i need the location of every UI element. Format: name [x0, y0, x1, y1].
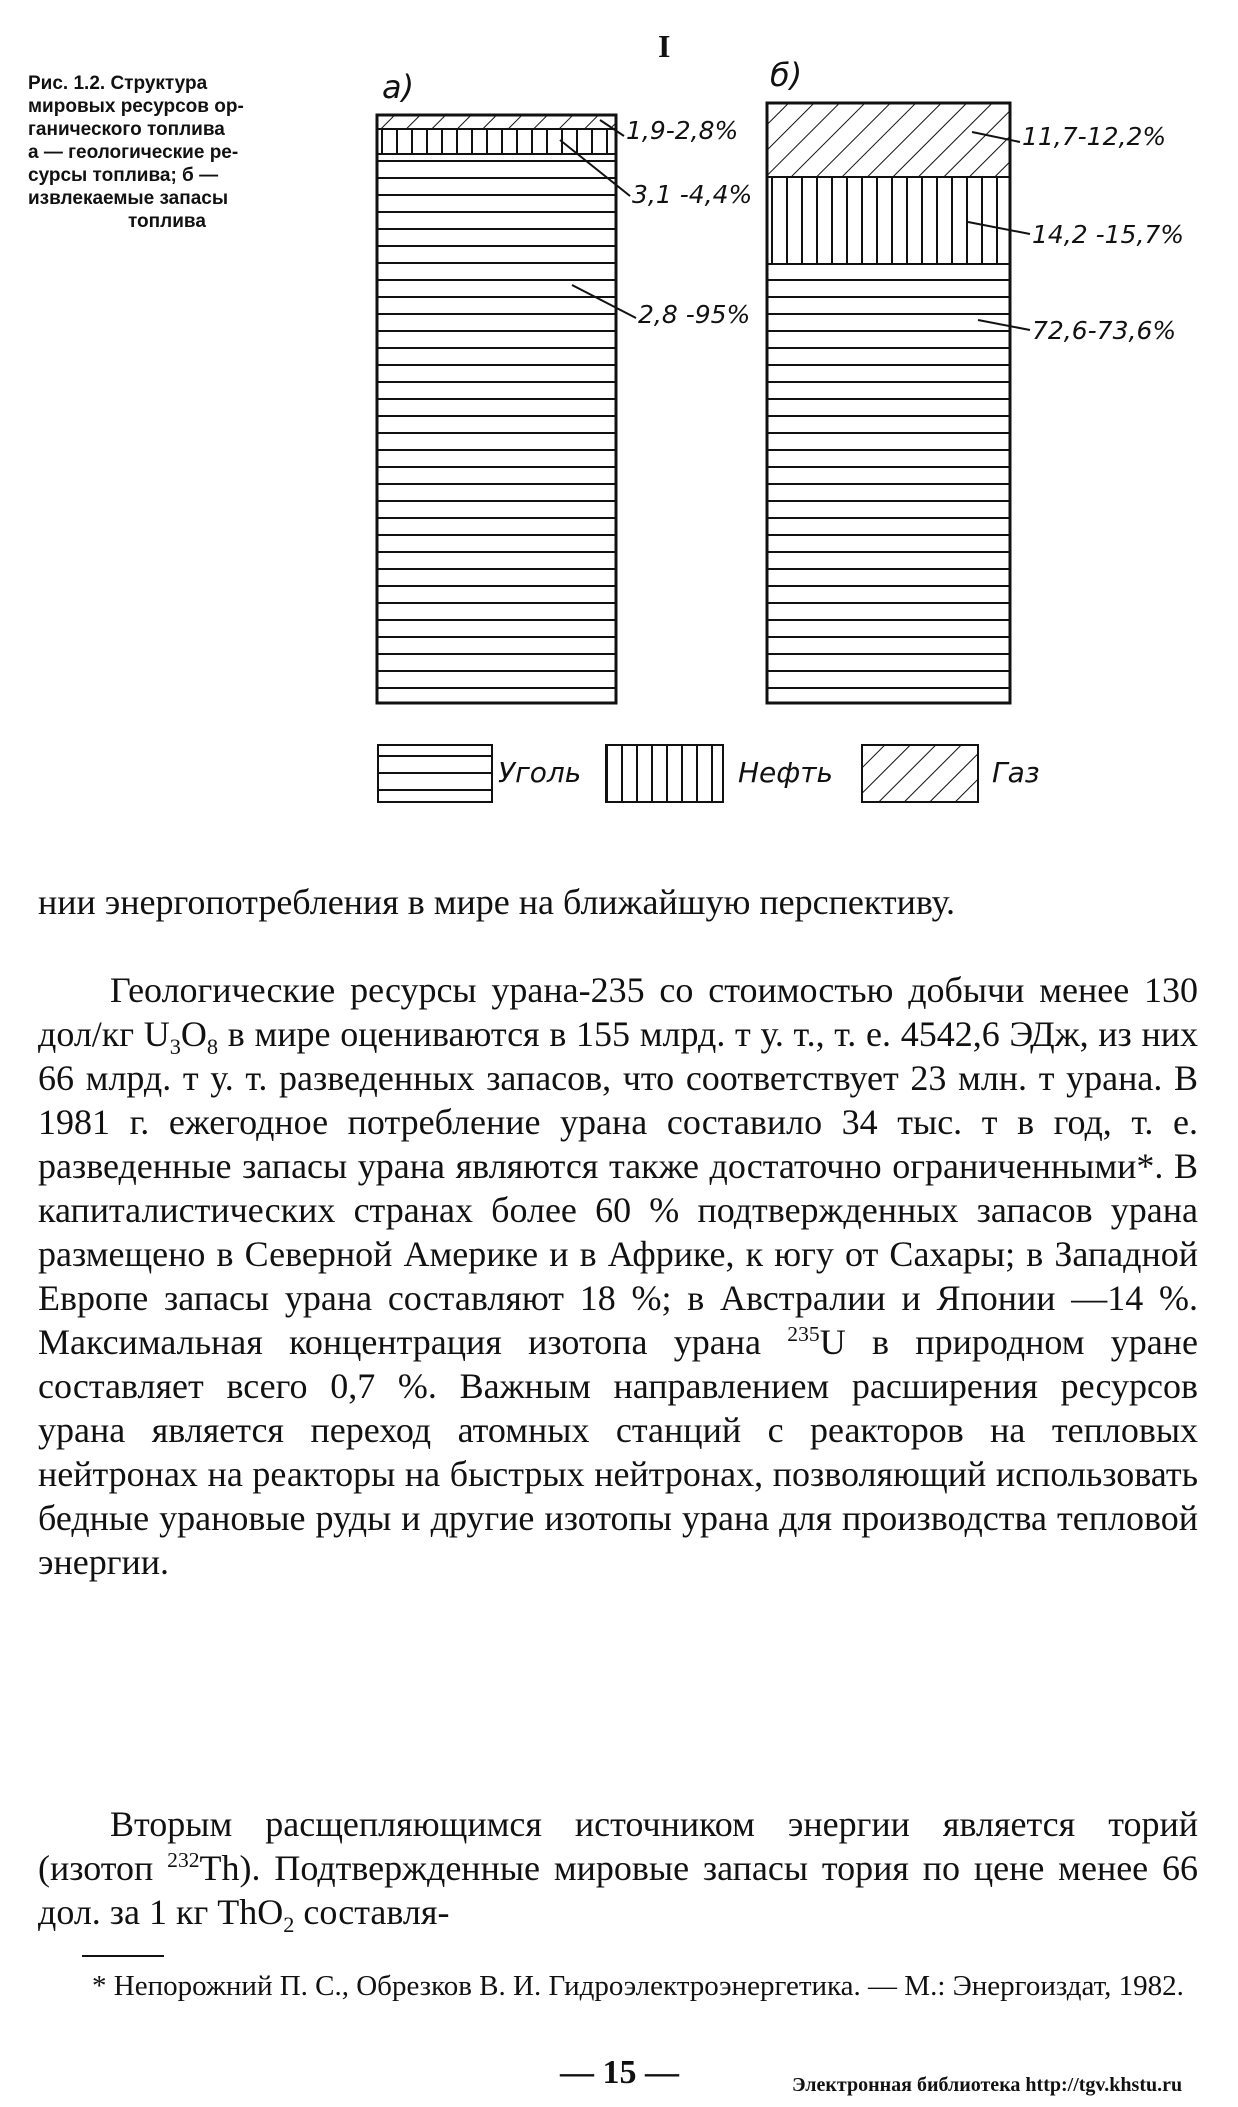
- legend-gas-swatch: [862, 745, 978, 802]
- subscript: 3: [169, 1034, 181, 1060]
- caption-line: ганического топлива: [28, 119, 225, 140]
- paragraph-text: Вторым расщепляющимся источником энергии является торий (изотоп: [38, 1804, 1198, 1888]
- paragraph-text: U в природном уране составляет всего 0,7 %. Важным направлением расширения ресурсов урана является переход атомных станций с реакторов на тепловых нейтронах на реакторы на быстрых нейтронах, позволяющий использовать бедные урановые руды и другие изотопы урана для производства тепловой энергии.: [38, 1322, 1199, 1582]
- subscript: 2: [283, 1912, 295, 1938]
- paragraph-text: составля-: [294, 1892, 450, 1932]
- bar-b-label: б): [770, 56, 803, 94]
- caption-line: сурсы топлива; б —: [28, 165, 219, 186]
- paragraph-text: в мире оцениваются в 155 млрд. т у. т., т. е. 4542,6 ЭДж, из них 66 млрд. т у. т. разведенных запасов, что соответствует 23 млн. т урана. В 1981 г. ежегодное потребление урана составило 34 тыс. т в год, т. е. разведенные запасы урана являются также достаточно ограниченными*. В капиталистических странах более 60 % подтвержденных запасов урана размещено в Северной Америке и в Африке, к югу от Сахары; в Западной Европе запасы урана составляют 18 %; в Австралии и Японии —14 %. Максимальная концентрация изотопа урана: [38, 1014, 1198, 1362]
- caption-line: а — геологические ре-: [28, 142, 239, 163]
- paragraph-continuation: нии энергопотребления в мире на ближайшую перспективу.: [38, 882, 956, 922]
- page-number: — 15 —: [560, 2054, 679, 2091]
- superscript: 232: [167, 1848, 200, 1872]
- bar-a-oil-segment: [377, 129, 616, 154]
- legend-oil-swatch: [606, 745, 723, 802]
- bar-b-oil-label: 14,2 -15,7%: [1032, 220, 1185, 249]
- bar-b-gas-segment: [767, 103, 1010, 177]
- bar-a-label: а): [382, 68, 415, 106]
- figure-caption: [28, 72, 348, 233]
- footnote: * Непорожний П. С., Обрезков В. И. Гидроэлектроэнергетика. — М.: Энергоиздат, 1982.: [92, 1970, 1184, 2002]
- legend-coal-label: Уголь: [498, 756, 582, 789]
- paragraph-thorium: [38, 1802, 1198, 1938]
- library-credit: Электронная библиотека http://tgv.khstu.ru: [792, 2074, 1183, 2096]
- legend-oil-label: Нефть: [738, 756, 834, 789]
- paragraph-text: Th). Подтвержденные мировые запасы тория по цене менее 66 дол. за 1 кг ThO: [38, 1848, 1198, 1932]
- legend-gas-label: Газ: [992, 756, 1040, 789]
- bar-a-oil-label: 3,1 -4,4%: [632, 180, 753, 209]
- bar-b-oil-segment: [767, 177, 1010, 264]
- caption-line: Рис. 1.2. Структура: [28, 73, 208, 94]
- caption-line: мировых ресурсов ор-: [28, 96, 244, 117]
- superscript: 235: [787, 1322, 820, 1346]
- bar-a: [377, 115, 616, 703]
- footnote-divider: [82, 1955, 164, 1957]
- paragraph-text: Геологические ресурсы урана-235 со стоимостью добычи менее 130 дол/кг U: [38, 970, 1198, 1054]
- bar-a-gas-segment: [377, 115, 616, 129]
- bar-b-gas-label: 11,7-12,2%: [1022, 122, 1167, 151]
- bar-a-gas-label: 1,9-2,8%: [626, 116, 739, 145]
- caption-line: топлива: [128, 211, 206, 232]
- paragraph-text: O: [180, 1014, 207, 1054]
- legend-coal-swatch: [378, 745, 492, 802]
- caption-line: извлекаемые запасы: [28, 188, 229, 209]
- bar-a-coal-label: 2,8 -95%: [638, 300, 751, 329]
- bar-a-coal-segment: [377, 154, 616, 703]
- subscript: 8: [206, 1034, 219, 1060]
- bar-b: [767, 103, 1010, 703]
- bar-b-coal-label: 72,6-73,6%: [1032, 316, 1177, 345]
- paragraph-uranium: [38, 968, 1198, 1584]
- figure-top-mark: I: [658, 28, 671, 64]
- bar-b-coal-segment: [767, 264, 1010, 703]
